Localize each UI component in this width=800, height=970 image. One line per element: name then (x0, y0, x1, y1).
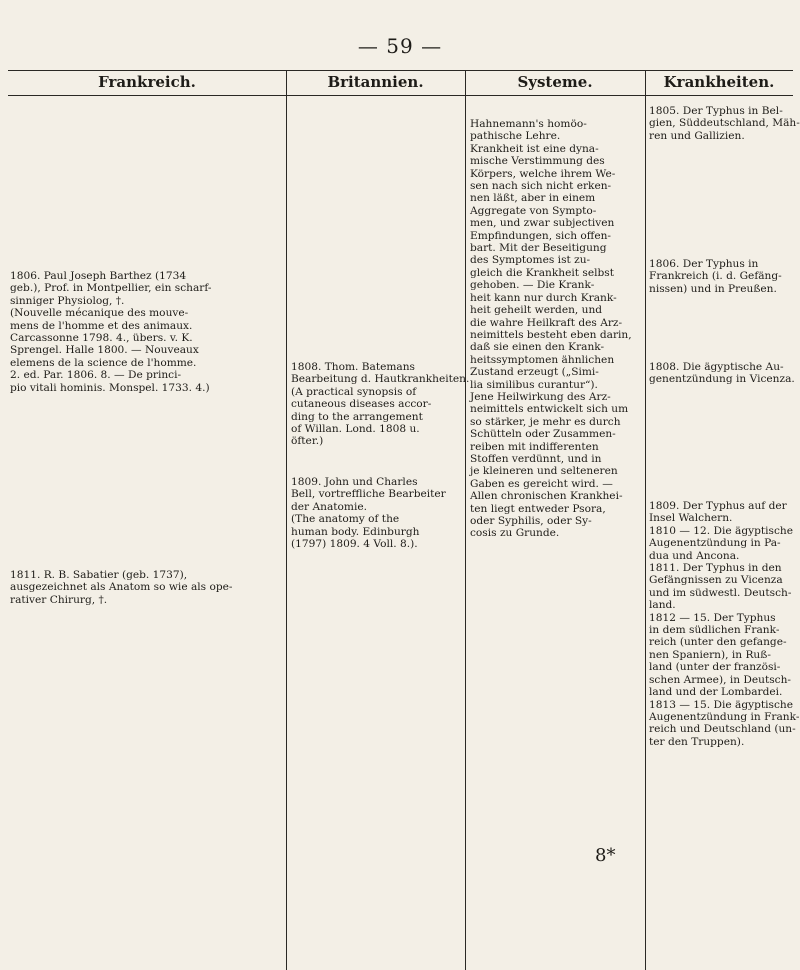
text-line: pathische Lehre. (470, 130, 561, 143)
text-line: Zustand erzeugt („Simi- (470, 366, 599, 379)
diseases-entry (649, 361, 795, 386)
text-line: land (unter der französi- (649, 661, 781, 674)
column-divider (286, 70, 287, 970)
text-line: sen nach sich nicht erken- (470, 180, 612, 193)
text-line: Gefängnissen zu Vicenza (649, 574, 783, 587)
text-line: Augenentzündung in Frank- (649, 710, 800, 723)
diseases-entry (649, 500, 799, 748)
text-line: men, und zwar subjectiven (470, 217, 615, 230)
text-line: öfter.) (291, 435, 324, 448)
text-line: je kleineren und selteneren (470, 465, 618, 478)
text-line: heitssymptomen ähnlichen (470, 353, 615, 366)
header-diseases: Krankheiten. (663, 73, 775, 91)
text-line: geb.), Prof. in Montpellier, ein scharf- (10, 282, 212, 295)
text-line: der Anatomie. (291, 500, 367, 513)
text-line: 1809. John und Charles (291, 476, 418, 488)
text-line: elemens de la science de l'homme. (10, 356, 197, 369)
text-line: 1810 — 12. Die ägyptische (649, 524, 793, 537)
text-line: Bearbeitung d. Hautkrankheiten. (291, 373, 470, 386)
text-line: Stoffen verdünnt, und in (470, 452, 602, 465)
text-line: land. (649, 599, 676, 612)
text-line: 1811. R. B. Sabatier (geb. 1737), (10, 569, 188, 581)
text-line: 1813 — 15. Die ägyptische (649, 698, 793, 711)
text-line: 1805. Der Typhus in Bel- (649, 105, 783, 117)
text-line: lia similibus curantur“). (470, 378, 598, 391)
text-line: Körpers, welche ihrem We- (470, 167, 616, 180)
text-line: Hahnemann's homöo- (470, 118, 587, 130)
text-line: 1806. Paul Joseph Barthez (1734 (10, 270, 187, 282)
text-line: ter den Truppen). (649, 735, 745, 748)
text-line: gleich die Krankheit selbst (470, 266, 614, 279)
text-line: und im südwestl. Deutsch- (649, 586, 792, 599)
text-line: 1811. Der Typhus in den (649, 562, 782, 575)
text-line: Aggregate von Sympto- (470, 204, 597, 217)
text-line: neimittels entwickelt sich um (470, 403, 629, 416)
text-line: so stärker, je mehr es durch (470, 415, 621, 428)
text-line: gien, Süddeutschland, Mäh- (649, 117, 800, 130)
text-line: 1808. Die ägyptische Au- (649, 361, 784, 373)
header-systems: Systeme. (517, 73, 593, 91)
text-line: cutaneous diseases accor- (291, 398, 432, 411)
text-line: reiben mit indifferenten (470, 440, 599, 453)
text-line: Bell, vortreffliche Bearbeiter (291, 488, 446, 501)
text-line: nen läßt, aber in einem (470, 192, 596, 205)
text-line: reich (unter den gefange- (649, 636, 787, 649)
text-line: dua und Ancona. (649, 549, 740, 562)
text-line: (The anatomy of the (291, 513, 400, 526)
text-line: heit kann nur durch Krank- (470, 291, 617, 304)
text-line: 1806. Der Typhus in (649, 258, 759, 270)
text-line: pio vitali hominis. Monspel. 1733. 4.) (10, 381, 210, 394)
systems-text (470, 118, 632, 540)
text-line: (1797) 1809. 4 Voll. 8.). (291, 538, 418, 551)
text-line: Empfindungen, sich offen- (470, 229, 612, 242)
text-line: Krankheit ist eine dyna- (470, 142, 599, 155)
text-line: 1808. Thom. Batemans (291, 361, 415, 373)
column-divider (645, 70, 646, 970)
text-line: gehoben. — Die Krank- (470, 279, 595, 292)
table (8, 70, 800, 970)
text-line: genentzündung in Vicenza. (649, 373, 795, 386)
text-line: oder Syphilis, oder Sy- (470, 515, 592, 527)
text-line: 2. ed. Par. 1806. 8. — De princi- (10, 369, 182, 382)
text-line: 1809. Der Typhus auf der (649, 500, 787, 512)
column-divider (465, 70, 466, 970)
text-line: (A practical synopsis of (291, 385, 417, 398)
text-line: Schütteln oder Zusammen- (470, 428, 616, 441)
text-line: ausgezeichnet als Anatom so wie als ope- (10, 581, 233, 594)
text-line: Insel Walchern. (649, 512, 733, 525)
text-line: daß sie einen den Krank- (470, 341, 605, 354)
text-line: land und der Lombardei. (649, 686, 783, 699)
text-line: Jene Heilwirkung des Arz- (470, 390, 611, 403)
text-line: mische Verstimmung des (470, 155, 605, 168)
britain-entry (291, 361, 469, 448)
signature-mark: 8* (595, 845, 616, 866)
page-number: — 59 — (357, 34, 443, 58)
text-line: nissen) und in Preußen. (649, 282, 777, 295)
header-rule (8, 95, 793, 96)
text-line: die wahre Heilkraft des Arz- (470, 316, 623, 329)
text-line: Augenentzündung in Pa- (649, 537, 781, 550)
text-line: sinniger Physiolog, †. (10, 294, 125, 307)
text-line: ren und Gallizien. (649, 129, 745, 142)
text-line: rativer Chirurg, †. (10, 593, 108, 606)
text-line: Gaben es gereicht wird. — (470, 477, 613, 490)
text-line: Allen chronischen Krankhei- (470, 490, 623, 503)
text-line: mens de l'homme et des animaux. (10, 319, 193, 332)
text-line: in dem südlichen Frank- (649, 624, 780, 637)
france-entry (10, 569, 232, 606)
header-britain: Britannien. (327, 73, 424, 91)
text-line: Sprengel. Halle 1800. — Nouveaux (10, 344, 199, 357)
text-line: ten liegt entweder Psora, (470, 502, 606, 515)
text-line: reich und Deutschland (un- (649, 723, 796, 736)
france-entry (10, 270, 211, 394)
diseases-entry (649, 105, 800, 142)
text-line: heit geheilt werden, und (470, 304, 603, 317)
text-line: schen Armee), in Deutsch- (649, 673, 792, 686)
britain-entry (291, 476, 446, 550)
text-line: nen Spaniern), in Ruß- (649, 648, 771, 661)
text-line: Carcassonne 1798. 4., übers. v. K. (10, 332, 193, 345)
text-line: neimittels besteht eben darin, (470, 328, 632, 341)
text-line: des Symptomes ist zu- (470, 254, 591, 267)
text-line: 1812 — 15. Der Typhus (649, 611, 776, 624)
text-line: (Nouvelle mécanique des mouve- (10, 307, 189, 320)
text-line: bart. Mit der Beseitigung (470, 242, 607, 255)
text-line: Frankreich (i. d. Gefäng- (649, 270, 782, 283)
text-line: human body. Edinburgh (291, 525, 420, 538)
text-line: ding to the arrangement (291, 410, 423, 423)
text-line: of Willan. Lond. 1808 u. (291, 423, 420, 436)
diseases-entry (649, 258, 782, 295)
text-line: cosis zu Grunde. (470, 527, 560, 540)
header-france: Frankreich. (98, 73, 196, 91)
